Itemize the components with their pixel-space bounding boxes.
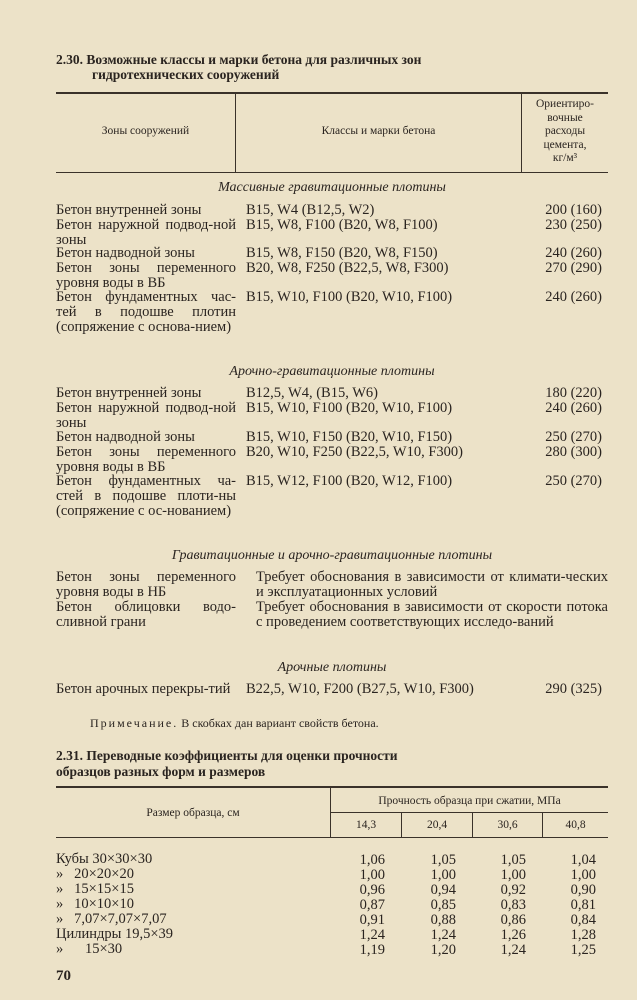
table2-col-header: 20,4 (426, 819, 448, 831)
table2-row-label: » 10×10×10 (56, 896, 134, 912)
table2-title-line1: 2.31. Переводные коэффициенты для оценки прочности (56, 748, 398, 763)
table2-cell: 1,25 (570, 942, 596, 958)
note-label: Примечание. (90, 716, 179, 730)
table2-title-line2: образцов разных форм и размеров (56, 764, 266, 779)
table2-cell: 0,88 (430, 912, 456, 928)
cement-cell: 250 (270) (545, 429, 602, 445)
note-text: В скобках дан вариант свойств бетона. (181, 716, 379, 730)
table2-cell: 1,24 (430, 927, 456, 943)
table2-col-header: 14,3 (355, 819, 377, 831)
table2-cell: 1,20 (430, 942, 456, 958)
table2-header-rule (56, 837, 608, 838)
table2-cell: 0,90 (570, 882, 596, 898)
zone-cell: Бетон внутренней зоны (56, 202, 202, 218)
table1-header-cement: Ориентиро- вочные расходы цемента, кг/м³ (536, 98, 594, 164)
zone-cell: Бетон арочных перекры-тий (56, 681, 231, 697)
table2-row-label: Цилиндры 19,5×39 (56, 926, 174, 942)
classes-cell: B15, W10, F150 (B20, W10, F150) (246, 429, 453, 445)
classes-cell: B15, W4 (B12,5, W2) (246, 202, 375, 218)
cement-cell: 240 (260) (545, 400, 602, 416)
table2-cell: 1,06 (359, 852, 385, 868)
section-title: Арочно-гравитационные плотины (229, 364, 435, 379)
cement-cell: 240 (260) (545, 245, 602, 261)
table2-header-strength: Прочность образца при сжатии, МПа (378, 795, 561, 807)
table2-cell: 0,92 (500, 882, 526, 898)
zone-cell: Бетон зоны переменного уровня воды в ВБ (56, 444, 236, 475)
page-number: 70 (56, 968, 71, 984)
table2-row-label: » 7,07×7,07×7,07 (56, 911, 167, 927)
classes-cell: B15, W8, F150 (B20, W8, F150) (246, 245, 438, 261)
table2-cell: 1,24 (500, 942, 526, 958)
classes-cell: B12,5, W4, (B15, W6) (246, 385, 378, 401)
table2-cell: 1,00 (570, 867, 596, 883)
table2-col-header: 40,8 (565, 819, 586, 831)
zone-cell: Бетон фундаментных час-тей в подошве плотин (сопряжение с основа-нием) (56, 289, 236, 335)
cement-cell: 250 (270) (545, 473, 602, 489)
table2-cell: 0,86 (500, 912, 526, 928)
table2-row-label: Кубы 30×30×30 (56, 851, 153, 867)
zone-cell: Бетон надводной зоны (56, 245, 195, 261)
table1-header-zones: Зоны сооружений (101, 125, 190, 137)
table2-cell: 1,05 (500, 852, 526, 868)
cement-cell: 240 (260) (545, 289, 602, 305)
zone-cell: Бетон зоны переменного уровня воды в ВБ (56, 260, 236, 291)
zone-cell: Бетон наружной подвод-ной зоны (56, 217, 236, 248)
table1-title-line1: 2.30. Возможные классы и марки бетона для различных зон (56, 52, 422, 67)
classes-cell: B15, W8, F100 (B20, W8, F100) (246, 217, 438, 233)
table2-cell: 1,28 (570, 927, 596, 943)
cement-cell: 200 (160) (545, 202, 602, 218)
classes-cell: B22,5, W10, F200 (B27,5, W10, F300) (246, 681, 474, 697)
table2-row-label: » 20×20×20 (56, 866, 134, 882)
table2-cell: 0,87 (359, 897, 385, 913)
zone-cell: Бетон фундаментных ча-стей в подошве плоти-ны (сопряжение с ос-нованием) (56, 473, 236, 519)
classes-cell: B15, W10, F100 (B20, W10, F100) (246, 289, 453, 305)
table1-header-rule (56, 172, 608, 173)
table2-row-label: » 15×15×15 (56, 881, 134, 897)
table2-cell: 1,04 (570, 852, 596, 868)
table2-cell: 0,81 (570, 897, 596, 913)
table2-cell: 1,26 (500, 927, 526, 943)
table2-cell: 1,05 (430, 852, 456, 868)
table2-cell: 1,00 (500, 867, 526, 883)
cement-cell: 280 (300) (545, 444, 602, 460)
classes-cell: B20, W10, F250 (B22,5, W10, F300) (246, 444, 463, 460)
table2-col-header: 30,6 (497, 819, 518, 831)
table2-cell: 0,85 (430, 897, 456, 913)
section-title: Массивные гравитационные плотины (218, 180, 446, 195)
section-title: Арочные плотины (277, 660, 387, 675)
table1-header-classes: Классы и марки бетона (321, 125, 436, 137)
zone-cell: Бетон внутренней зоны (56, 385, 202, 401)
cement-cell: 290 (325) (545, 681, 602, 697)
zone-cell: Бетон наружной подвод-ной зоны (56, 400, 236, 431)
zone-cell: Бетон надводной зоны (56, 429, 195, 445)
cement-cell: 180 (220) (545, 385, 602, 401)
classes-cell: B15, W12, F100 (B20, W12, F100) (246, 473, 453, 489)
cement-cell: 230 (250) (545, 217, 602, 233)
table2-cell: 0,96 (359, 882, 385, 898)
zone-cell: Бетон зоны переменного уровня воды в НБ (56, 569, 236, 600)
table2-cell: 1,24 (359, 927, 385, 943)
classes-cell: B20, W8, F250 (B22,5, W8, F300) (246, 260, 449, 276)
table2-cell: 0,84 (570, 912, 596, 928)
table2-cell: 0,91 (359, 912, 385, 928)
table2-cell: 0,83 (500, 897, 526, 913)
table2-header-size: Размер образца, см (146, 807, 240, 819)
table1-top-rule (56, 92, 608, 94)
table2-top-rule (56, 786, 608, 788)
table2-cell: 1,00 (359, 867, 385, 883)
section-title: Гравитационные и арочно-гравитационные плотины (171, 548, 493, 563)
table1-title-line2: гидротехнических сооружений (92, 67, 280, 82)
table2-cell: 0,94 (430, 882, 456, 898)
classes-cell: Требует обоснования в зависимости от климати-ческих и эксплуатационных условий (256, 569, 608, 600)
table2-cell: 1,19 (359, 942, 385, 958)
classes-cell: B15, W10, F100 (B20, W10, F100) (246, 400, 453, 416)
table2-row-label: » 15×30 (56, 941, 123, 957)
classes-cell: Требует обоснования в зависимости от скорости потока с проведением соответствующих исследо-ваний (256, 599, 608, 630)
table1-note (90, 716, 379, 731)
cement-cell: 270 (290) (545, 260, 602, 276)
table2-subheader-rule (331, 812, 608, 813)
table2-cell: 1,00 (430, 867, 456, 883)
zone-cell: Бетон облицовки водо-сливной грани (56, 599, 236, 630)
